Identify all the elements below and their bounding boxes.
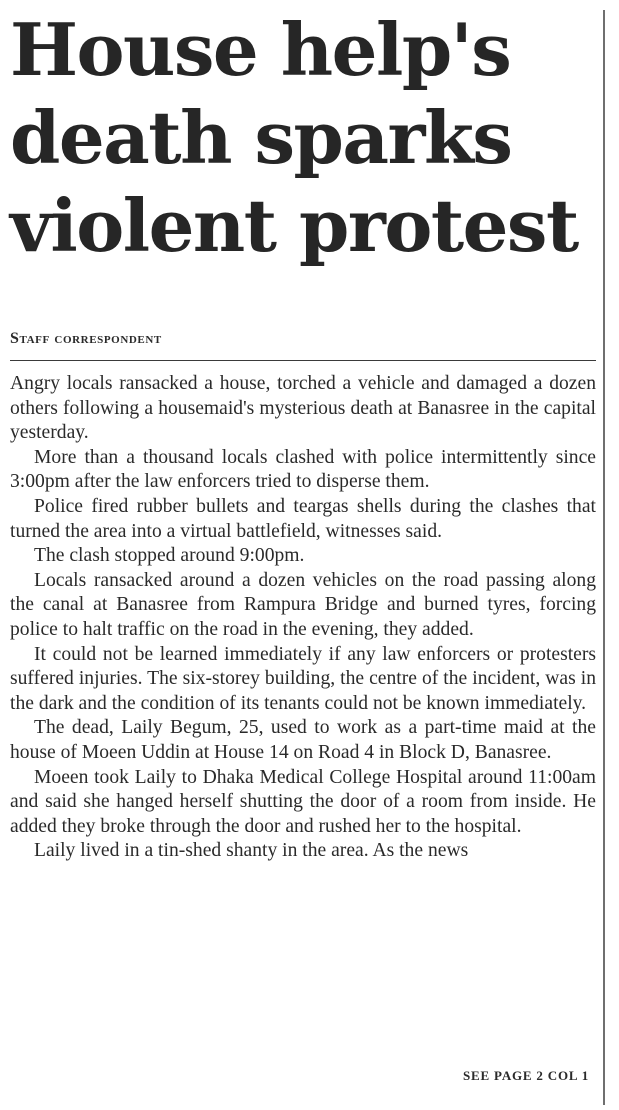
headline <box>10 6 600 270</box>
byline-divider <box>10 360 596 361</box>
paragraph-5: Locals ransacked around a dozen vehicles on the road passing along the canal at Banasree from Rampura Bridge and burned tyres, forcing police to halt traffic on the road in the evening, they added. <box>10 569 596 640</box>
paragraph-8: Moeen took Laily to Dhaka Medical College Hospital around 11:00am and said she hanged herself shutting the door of a room from inside. He added they broke through the door and rushed her to the hospital. <box>10 766 596 837</box>
paragraph-6: It could not be learned immediately if any law enforcers or protesters suffered injuries. The six-storey building, the centre of the incident, was in the dark and the condition of its tenants could not be known immediately. <box>10 643 596 714</box>
paragraph-4: The clash stopped around 9:00pm. <box>34 545 305 567</box>
paragraph-1: Angry locals ransacked a house, torched a vehicle and damaged a dozen others following a housemaid's mysterious death at Banasree in the capital yesterday. <box>10 373 596 444</box>
headline-line-3: violent protest <box>10 183 578 268</box>
column-divider-rule <box>603 10 605 1105</box>
headline-line-1: House help's <box>10 7 511 92</box>
paragraph-9: Laily lived in a tin-shed shanty in the area. As the news <box>34 840 469 862</box>
paragraph-7: The dead, Laily Begum, 25, used to work as a part-time maid at the house of Moeen Uddin at House 14 on Road 4 in Block D, Banasree. <box>10 717 596 763</box>
continued-on-page-link: SEE PAGE 2 COL 1 <box>463 1068 589 1083</box>
paragraph-3: Police fired rubber bullets and teargas shells during the clashes that turned the area into a virtual battlefield, witnesses said. <box>10 495 596 542</box>
byline: Staff correspondent <box>10 330 162 347</box>
paragraph-2: More than a thousand locals clashed with police intermittently since 3:00pm after the law enforcers tried to disperse them. <box>10 446 596 493</box>
article-body <box>10 372 596 864</box>
headline-line-2: death sparks <box>10 95 512 180</box>
